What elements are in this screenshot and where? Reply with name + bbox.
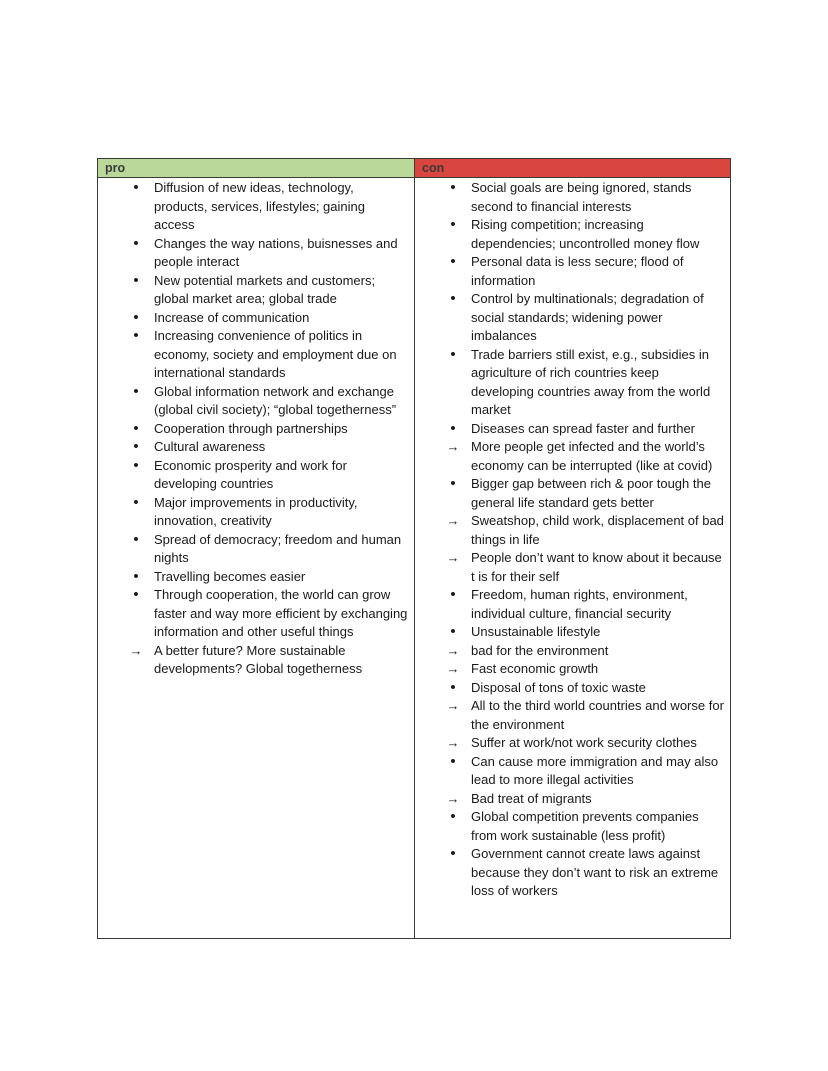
bullet-icon: •: [450, 586, 456, 603]
list-item-text: Unsustainable lifestyle: [471, 624, 601, 639]
bullet-icon: •: [133, 456, 139, 474]
pro-column: [98, 159, 415, 938]
list-item-text: Control by multinationals; degradation of social standards; widening power imbalances: [471, 291, 704, 343]
bullet-icon: •: [450, 678, 456, 696]
bullet-icon: •: [450, 845, 456, 862]
list-item: [415, 623, 730, 642]
bullet-icon: •: [450, 179, 456, 196]
list-item-text: Major improvements in productivity, innovation, creativity: [154, 494, 358, 528]
list-item: [98, 568, 414, 587]
list-item: [98, 179, 414, 235]
list-item: [415, 845, 730, 901]
arrow-right-icon: →: [129, 642, 143, 658]
bullet-icon: •: [133, 438, 139, 455]
list-item-text: Social goals are being ignored, stands second to financial interests: [471, 180, 692, 214]
pro-list: [98, 178, 414, 679]
list-item-text: Trade barriers still exist, e.g., subsidies in agriculture of rich countries keep developing countries away from the world market: [471, 346, 711, 417]
list-item: [98, 494, 414, 531]
list-item-text: Can cause more immigration and may also lead to more illegal activities: [471, 753, 719, 787]
bullet-icon: •: [133, 308, 139, 326]
list-item: [98, 438, 414, 457]
list-item: [415, 438, 730, 475]
list-item-text: Global competition prevents companies from work sustainable (less profit): [471, 809, 699, 843]
list-item: [415, 790, 730, 809]
list-item: [98, 420, 414, 439]
bullet-icon: •: [133, 327, 139, 344]
list-item-text: Through cooperation, the world can grow faster and way more efficient by exchanging information and other useful things: [154, 587, 408, 639]
list-item: [415, 642, 730, 661]
con-column: [415, 159, 730, 938]
con-list: [415, 178, 730, 901]
arrow-right-icon: →: [446, 439, 460, 454]
list-item: [415, 420, 730, 439]
list-item-text: Freedom, human rights, environment, individual culture, financial security: [471, 587, 688, 621]
bullet-icon: •: [133, 234, 139, 252]
bullet-icon: •: [133, 567, 139, 585]
list-item: [98, 272, 414, 309]
list-item-text: Spread of democracy; freedom and human nights: [154, 531, 402, 565]
list-item: [415, 216, 730, 253]
arrow-right-icon: →: [446, 661, 460, 676]
list-item-text: A better future? More sustainable developments? Global togetherness: [154, 642, 363, 676]
list-item: [415, 290, 730, 346]
list-item: [98, 309, 414, 328]
bullet-icon: •: [133, 271, 139, 289]
bullet-icon: •: [450, 290, 456, 307]
list-item: [98, 383, 414, 420]
list-item: [415, 179, 730, 216]
bullet-icon: •: [450, 623, 456, 640]
arrow-right-icon: →: [446, 735, 460, 750]
bullet-icon: •: [133, 493, 139, 511]
list-item-text: Government cannot create laws against because they don’t want to risk an extreme loss of workers: [471, 846, 719, 898]
list-item-text: Bigger gap between rich & poor tough the general life standard gets better: [471, 476, 711, 510]
list-item: [415, 253, 730, 290]
con-header: con: [415, 159, 730, 178]
bullet-icon: •: [450, 253, 456, 270]
list-item: [415, 753, 730, 790]
arrow-right-icon: →: [446, 790, 460, 806]
list-item-text: New potential markets and customers; global market area; global trade: [154, 272, 376, 306]
bullet-icon: •: [133, 586, 139, 603]
list-item: [98, 586, 414, 642]
list-item: [415, 697, 730, 734]
list-item-text: Suffer at work/not work security clothes: [471, 735, 697, 750]
list-item: [415, 346, 730, 420]
list-item-text: Travelling becomes easier: [154, 568, 306, 584]
list-item-text: Personal data is less secure; flood of information: [471, 254, 684, 288]
list-item-text: Rising competition; increasing dependencies; uncontrolled money flow: [471, 217, 700, 251]
list-item-text: Bad treat of migrants: [471, 790, 592, 806]
list-item-text: Diseases can spread faster and further: [471, 420, 696, 436]
list-item-text: Economic prosperity and work for developing countries: [154, 457, 347, 491]
list-item-text: Cultural awareness: [154, 439, 266, 454]
list-item: [415, 808, 730, 845]
list-item-text: Global information network and exchange (global civil society); “global togetherness”: [154, 383, 397, 417]
list-item-text: Fast economic growth: [471, 661, 599, 676]
list-item: [415, 512, 730, 549]
list-item: [98, 531, 414, 568]
list-item: [415, 660, 730, 679]
list-item-text: Increase of communication: [154, 309, 310, 325]
list-item: [98, 457, 414, 494]
list-item: [98, 327, 414, 383]
bullet-icon: •: [133, 530, 139, 548]
list-item-text: Sweatshop, child work, displacement of bad things in life: [471, 513, 724, 547]
arrow-right-icon: →: [446, 642, 460, 658]
list-item: [98, 642, 414, 679]
bullet-icon: •: [450, 808, 456, 825]
bullet-icon: •: [133, 179, 139, 196]
bullet-icon: •: [133, 382, 139, 400]
arrow-right-icon: →: [446, 550, 460, 565]
bullet-icon: •: [450, 475, 456, 492]
list-item: [415, 586, 730, 623]
list-item: [415, 734, 730, 753]
arrow-right-icon: →: [446, 513, 460, 528]
list-item: [415, 549, 730, 586]
list-item-text: More people get infected and the world’s economy can be interrupted (like at covid): [471, 439, 713, 473]
bullet-icon: •: [450, 419, 456, 437]
list-item-text: People don’t want to know about it because t is for their self: [471, 550, 722, 584]
bullet-icon: •: [133, 419, 139, 437]
bullet-icon: •: [450, 216, 456, 233]
pro-header: pro: [98, 159, 414, 178]
bullet-icon: •: [450, 752, 456, 770]
list-item-text: bad for the environment: [471, 642, 609, 658]
list-item-text: Changes the way nations, buisnesses and people interact: [154, 235, 398, 269]
list-item-text: Disposal of tons of toxic waste: [471, 679, 646, 695]
arrow-right-icon: →: [446, 698, 460, 713]
list-item-text: All to the third world countries and worse for the environment: [471, 698, 724, 732]
list-item-text: Diffusion of new ideas, technology, products, services, lifestyles; gaining access: [154, 180, 365, 232]
list-item: [415, 475, 730, 512]
list-item: [98, 235, 414, 272]
list-item: [415, 679, 730, 698]
bullet-icon: •: [450, 345, 456, 363]
list-item-text: Increasing convenience of politics in economy, society and employment due on international standards: [154, 328, 397, 380]
pro-con-table: [97, 158, 731, 939]
list-item-text: Cooperation through partnerships: [154, 420, 348, 436]
